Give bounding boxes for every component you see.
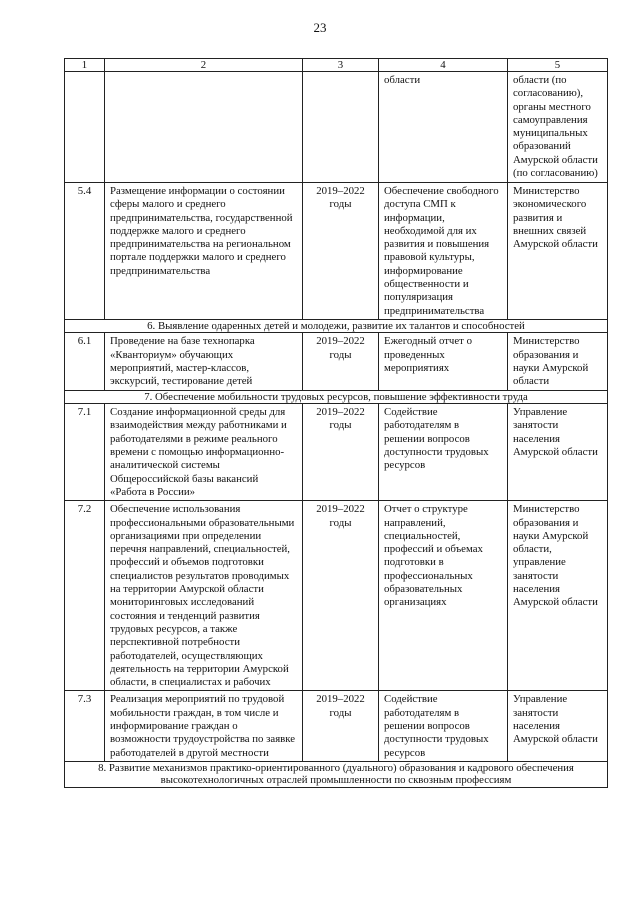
row-activity: Проведение на базе технопарка «Кванториум» обучающих мероприятий, мастер-классов, экскурсий, тестирование детей [105,333,303,390]
table-row-7-3 [65,691,608,761]
header-col-1: 1 [65,59,105,72]
row-result: Ежегодный отчет о проведенных мероприятиях [379,333,508,390]
table-header-row [65,59,608,72]
row-period: 2019–2022 годы [303,501,379,691]
section-row-7 [65,390,608,404]
header-col-3: 3 [303,59,379,72]
header-col-5: 5 [508,59,608,72]
measures-table [64,58,608,788]
section-row-6 [65,319,608,333]
row-activity [105,72,303,183]
row-responsible: Управление занятости населения Амурской области [508,691,608,761]
section-title: 7. Обеспечение мобильности трудовых ресурсов, повышение эффективности труда [65,390,608,404]
row-result: Содействие работодателям в решении вопросов доступности трудовых ресурсов [379,691,508,761]
row-period: 2019–2022 годы [303,183,379,320]
row-number: 6.1 [65,333,105,390]
row-period: 2019–2022 годы [303,404,379,501]
row-responsible: Министерство образования и науки Амурской области [508,333,608,390]
row-number: 7.3 [65,691,105,761]
section-title: 8. Развитие механизмов практико-ориентированного (дуального) образования и кадрового обеспечения высокотехнологичных отраслей промышленности по сквозным профессиям [65,761,608,787]
row-period [303,72,379,183]
header-col-4: 4 [379,59,508,72]
row-responsible: Министерство экономического развития и внешних связей Амурской области [508,183,608,320]
row-number [65,72,105,183]
row-period: 2019–2022 годы [303,691,379,761]
table-row-5-4 [65,183,608,320]
table-row-7-2 [65,501,608,691]
page-number: 23 [313,20,327,35]
row-responsible: Управление занятости населения Амурской области [508,404,608,501]
row-number: 7.2 [65,501,105,691]
row-result: Обеспечение свободного доступа СМП к информации, необходимой для их развития и повышения правовой культуры, информирование общественности и популяризация предпринимательства [379,183,508,320]
row-result: Отчет о структуре направлений, специальностей, профессий и объемах подготовки в профессиональных образовательных организациях [379,501,508,691]
row-activity: Обеспечение использования профессиональными образовательными организациями при определении перечня направлений, специальностей, профессий и объемов подготовки специалистов результатов проводимых на территории Амурской области мониторинговых исследований состояния и тенденций развития трудовых ресурсов, а также перспективной потребности работодателей, осуществляющих деятельность на территории Амурской области, в специалистах и рабочих [105,501,303,691]
row-number: 7.1 [65,404,105,501]
table-row-continuation [65,72,608,183]
header-col-2: 2 [105,59,303,72]
table-row-7-1 [65,404,608,501]
row-result: Содействие работодателям в решении вопросов доступности трудовых ресурсов [379,404,508,501]
row-result: области [379,72,508,183]
row-responsible: Министерство образования и науки Амурской области, управление занятости населения Амурской области [508,501,608,691]
row-responsible: области (по согласованию), органы местного самоуправления муниципальных образований Амурской области (по согласованию) [508,72,608,183]
table-row-6-1 [65,333,608,390]
row-period: 2019–2022 годы [303,333,379,390]
row-activity: Реализация мероприятий по трудовой мобильности граждан, в том числе и информирование граждан о возможности трудоустройства по заявке работодателей в другой местности [105,691,303,761]
section-row-8 [65,761,608,787]
row-activity: Размещение информации о состоянии сферы малого и среднего предпринимательства, государственной поддержке малого и среднего предпринимательства на региональном портале поддержки малого и среднего предпринимательства [105,183,303,320]
section-title: 6. Выявление одаренных детей и молодежи, развитие их талантов и способностей [65,319,608,333]
row-number: 5.4 [65,183,105,320]
row-activity: Создание информационной среды для взаимодействия между работниками и работодателями в режиме реального времени с помощью информационно-аналитической системы Общероссийской базы вакансий «Работа в России» [105,404,303,501]
